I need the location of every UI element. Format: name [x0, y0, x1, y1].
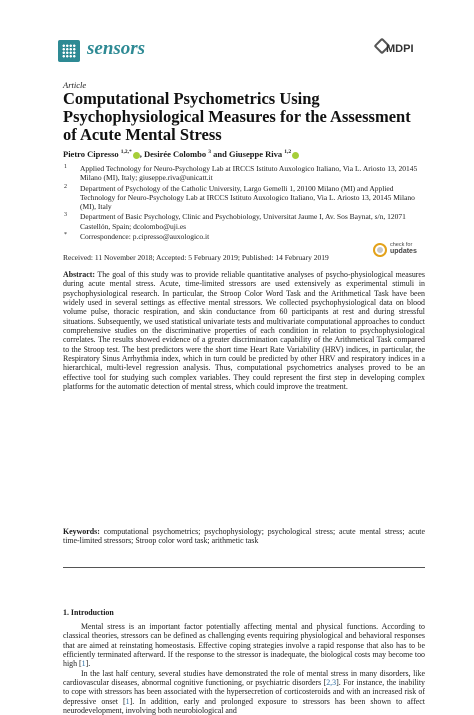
affiliation-text: Department of Basic Psychology, Clinic and Psychobiology, Universitat Jaume I, Av. Sos Baynat, s/n, 12071 Castellón, Spain; dcolombo@uji.es	[80, 212, 406, 231]
journal-name: sensors	[87, 38, 146, 59]
correspondence-text: Correspondence: p.cipresso@auxologico.it	[80, 232, 210, 242]
introduction-body	[63, 622, 425, 715]
check-updates-icon	[373, 243, 387, 257]
keywords-text: computational psychometrics; psychophysiology; psychological stress; acute mental stress; acute time-limited stressors; Stroop color word task; arithmetic task	[63, 527, 425, 546]
affiliation-item	[63, 212, 423, 231]
publisher-name: MDPI	[386, 43, 414, 55]
citation-link[interactable]: 2,3	[326, 678, 337, 688]
citation-link[interactable]: 1	[125, 696, 130, 706]
publication-dates: Received: 11 November 2018; Accepted: 5 February 2019; Published: 14 February 2019	[63, 253, 329, 262]
affiliation-number: *	[64, 232, 67, 239]
affiliation-item	[63, 184, 423, 212]
author-name[interactable]: Pietro Cipresso	[63, 149, 121, 159]
affiliation-item	[63, 164, 423, 183]
author-separator: and	[210, 149, 229, 159]
citation-link[interactable]: 1	[81, 659, 86, 669]
affiliation-marker: 1,2,*	[120, 149, 132, 156]
orcid-icon[interactable]	[292, 152, 299, 159]
author-list	[63, 149, 299, 159]
abstract-label: Abstract:	[63, 270, 95, 279]
affiliation-number: 3	[64, 212, 67, 219]
affiliation-item	[63, 232, 423, 241]
check-for-updates-button[interactable]	[373, 240, 423, 262]
keywords	[63, 527, 425, 546]
affiliation-text: Applied Technology for Neuro-Psychology Lab at IRCCS Istituto Auxologico Italiano, Via L. Ariosto 13, 20145 Milano (MI), Italy; giuseppe.riva@unicatt.it	[80, 164, 418, 183]
abstract	[63, 270, 425, 391]
affiliation-text: Department of Psychology of the Catholic University, Largo Gemelli 1, 20100 Milano (MI) and Applied Technology for Neuro-Psychology Lab at IRCCS Istituto Auxologico Italiano, Via L. Ariosto 13, 20145 Milano (MI), Italy	[80, 183, 415, 212]
divider	[63, 567, 425, 568]
paper-title: Computational Psychometrics Using Psychophysiological Measures for the Assessment of Acute Mental Stress	[63, 89, 411, 144]
paragraph: Mental stress is an important factor potentially affecting mental and physical functions. According to classical theories, stressors can be defined as challenging events requiring physiological and behavioral responses that are aimed at reinstating homeostasis. Effective coping strategies involve a rapid response that also has to be efficiently terminated afterward. If the response to the stressor is inadequate, the biological costs may become too high [1].	[63, 622, 425, 669]
abstract-text: The goal of this study was to provide reliable quantitative analyses of psycho-physiological measures during acute mental stress. Acute, time-limited stressors are used extensively as experimental stimuli in psychophysiological research. In particular, the Stroop Color Word Task and the Arithmetical Task have been widely used in several settings as effective mental stressors. We collected psychophysiological data on blood volume pulse, thoracic respiration, and skin conductance from 60 participants at rest and during stressful situations. Subsequently, we used statistical univariate tests and multivariate computational approaches to conduct comprehensive studies on the discriminative properties of each condition in relation to psychophysiological correlates. The results showed evidence of a greater discrimination capability of the Arithmetical Task compared to the Stroop test. The best predictors were the short time Heart Rate Variability (HRV) indices, in particular, the Respiratory Sinus Arrhythmia index, which in turn could be predicted by other HRV and respiratory indices in a hierarchical, multi-level regression analysis. Thus, computational psychometrics analyses proved to be an effective tool for studying such complex variables. They could represent the first step in developing complex platforms for the automatic detection of mental stress, which could improve the treatment.	[63, 270, 425, 392]
author-separator: ,	[139, 149, 145, 159]
author-name[interactable]: Giuseppe Riva	[228, 149, 285, 159]
affiliation-number: 1	[64, 164, 67, 170]
orcid-icon[interactable]	[133, 152, 140, 159]
keywords-label: Keywords:	[63, 527, 100, 536]
journal-header	[58, 38, 418, 68]
section-heading: 1. Introduction	[63, 608, 114, 617]
publisher-logo	[376, 40, 416, 60]
affiliation-marker: 1,2	[284, 149, 292, 156]
affiliation-list	[63, 164, 423, 241]
affiliation-number: 2	[64, 183, 67, 190]
paragraph: In the last half century, several studies have demonstrated the role of mental stress in many disorders, like cardiovascular diseases, abnormal cognitive functioning, or psychiatric disorders [2,3]. For instance, the inability to cope with stressors has been associated with the hypersecretion of corticosteroids and with an increased risk of depressive onset [1]. In addition, early and prolonged exposure to stressors has been shown to affect neurodevelopment, involving both neurobiological and	[63, 668, 426, 715]
journal-logo-icon	[58, 40, 80, 62]
check-updates-label: check for updates	[390, 242, 417, 255]
author-name[interactable]: Desirée Colombo	[144, 149, 209, 159]
affiliation-marker: 3	[208, 149, 211, 156]
article-type: Article	[63, 80, 87, 90]
